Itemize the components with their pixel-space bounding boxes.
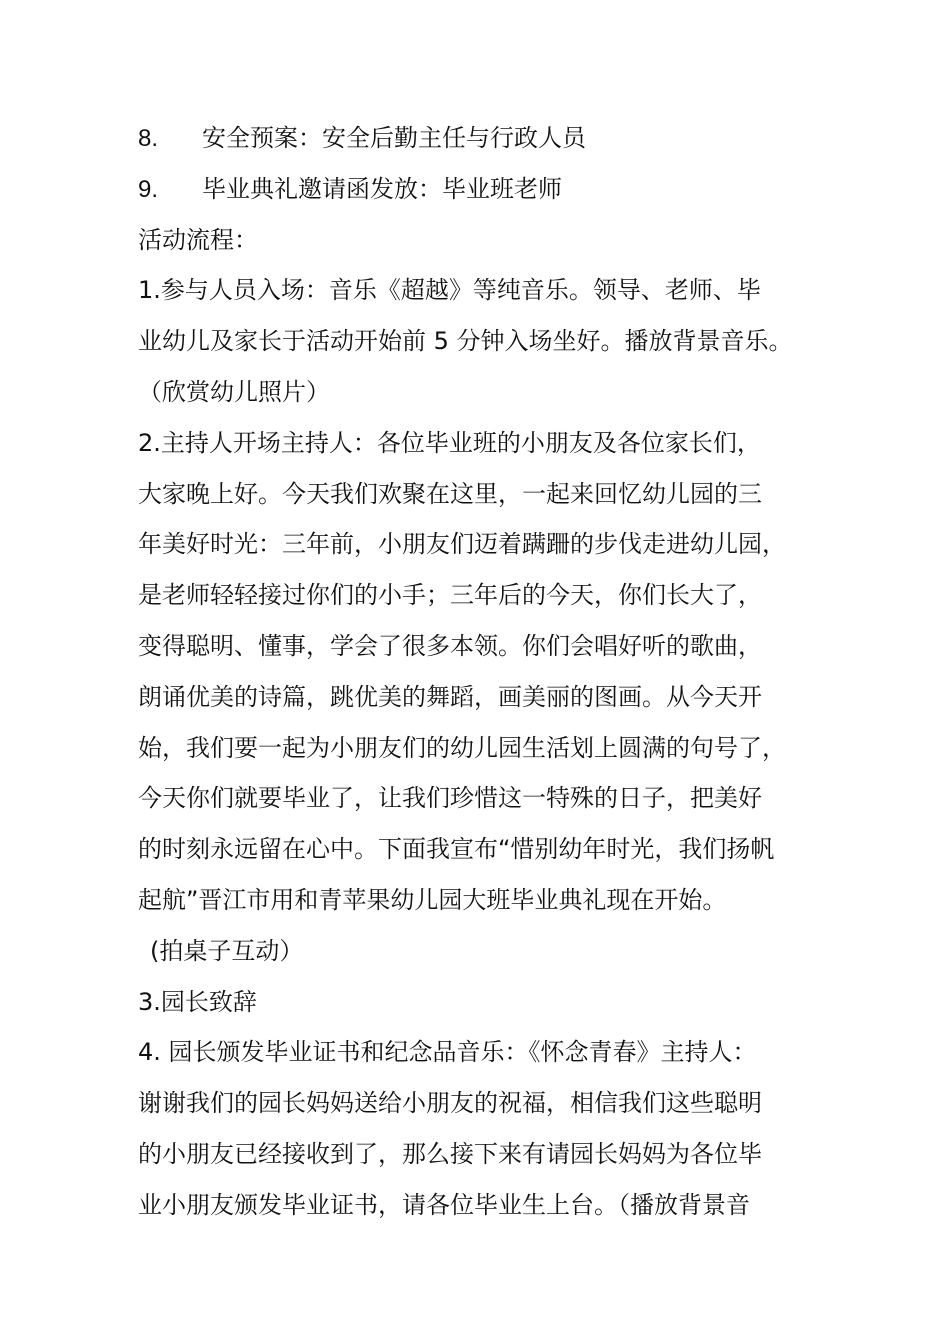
text-line: 2.主持人开场主持人：各位毕业班的小朋友及各位家长们，	[138, 428, 761, 457]
list-item-number: 9.	[138, 175, 159, 203]
list-item-number: 8.	[138, 125, 159, 152]
text-line: 的时刻永远留在心中。下面我宣布“惜别幼年时光，我们扬帆	[138, 835, 775, 864]
text-line: 业小朋友颁发毕业证书，请各位毕业生上台。（播放背景音	[138, 1190, 750, 1219]
text-line: 变得聪明、懂事，学会了很多本领。你们会唱好听的歌曲，	[138, 631, 762, 660]
list-item-text: 毕业典礼邀请函发放：毕业班老师	[202, 174, 562, 203]
text-line: 的小朋友已经接收到了，那么接下来有请园长妈妈为各位毕	[138, 1139, 762, 1168]
text-line: 大家晚上好。今天我们欢聚在这里，一起来回忆幼儿园的三	[138, 479, 762, 508]
text-line: 年美好时光：三年前，小朋友们迈着蹒跚的步伐走进幼儿园，	[138, 530, 786, 559]
text-line: （欣赏幼儿照片）	[138, 377, 330, 406]
list-item-text: 安全预案：安全后勤主任与行政人员	[202, 124, 586, 152]
section-heading: 活动流程：	[138, 225, 258, 254]
document-body	[138, 113, 828, 1231]
list-item	[138, 113, 828, 164]
text-line: 今天你们就要毕业了，让我们珍惜这一特殊的日子，把美好	[138, 784, 762, 813]
text-line: 1.参与人员入场：音乐《超越》等纯音乐。领导、老师、毕	[138, 276, 761, 305]
text-line: 谢谢我们的园长妈妈送给小朋友的祝福，相信我们这些聪明	[138, 1089, 762, 1118]
text-line: 4. 园长颁发毕业证书和纪念品音乐：《怀念青春》主持人：	[138, 1038, 757, 1067]
text-line: 起航”晋江市用和青苹果幼儿园大班毕业典礼现在开始。	[138, 885, 727, 914]
text-line: 是老师轻轻接过你们的小手；三年后的今天，你们长大了，	[138, 581, 762, 610]
text-line: 3.园长致辞	[138, 987, 257, 1016]
text-line: 始，我们要一起为小朋友们的幼儿园生活划上圆满的句号了，	[138, 733, 786, 762]
text-line: 业幼儿及家长于活动开始前 5 分钟入场坐好。播放背景音乐。	[138, 327, 793, 356]
list-item	[138, 164, 828, 215]
text-line: (拍桌子互动）	[150, 936, 304, 965]
text-line: 朗诵优美的诗篇，跳优美的舞蹈，画美丽的图画。从今天开	[138, 682, 762, 711]
